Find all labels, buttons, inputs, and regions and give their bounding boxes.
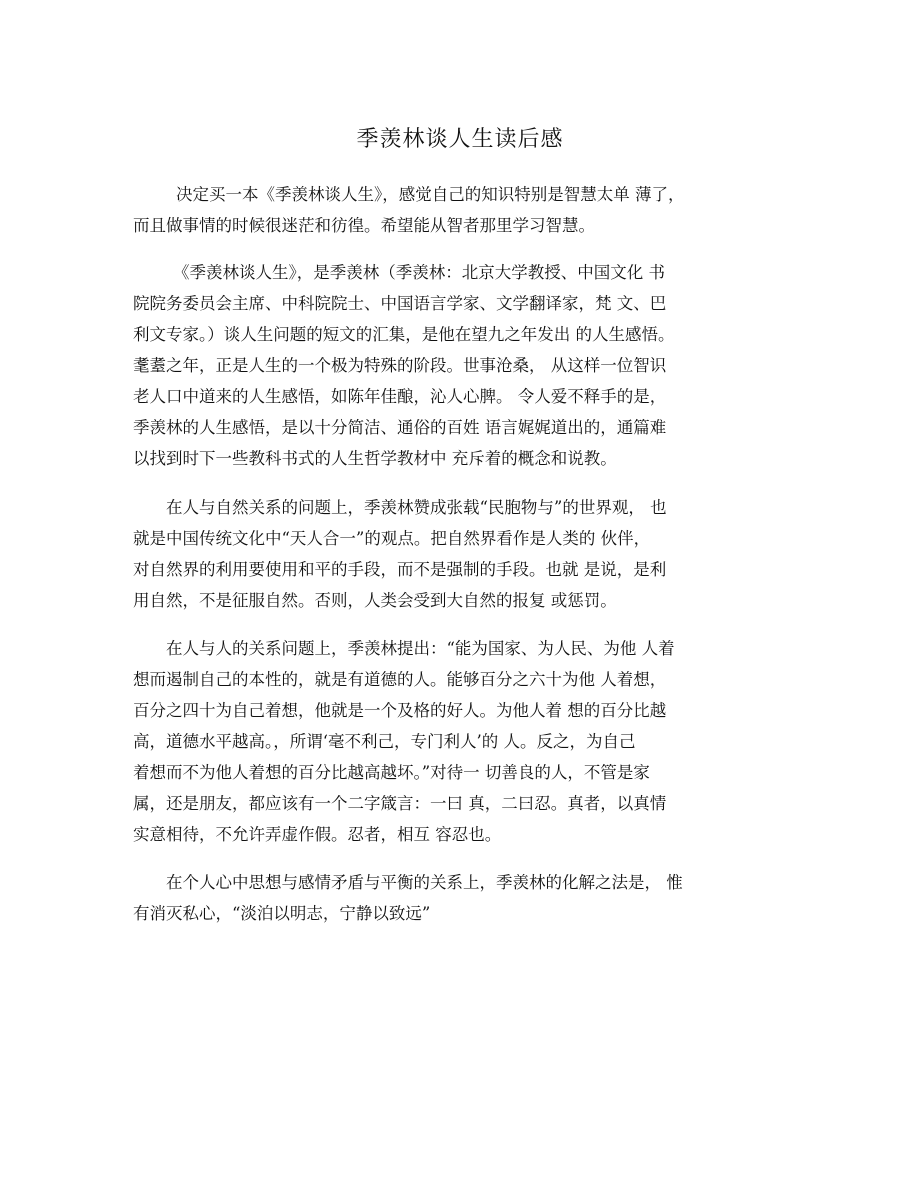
paragraph-line: 对自然界的利用要使用和平的手段，而不是强制的手段。也就 是说，是利 <box>133 560 667 579</box>
paragraph-line: 以找到时下一些教科书式的人生哲学教材中 充斥着的概念和说教。 <box>133 449 617 468</box>
paragraph-line: 着想而不为他人着想的百分比越高越坏。”对待一 切善良的人，不管是家 <box>133 763 650 782</box>
paragraph-4 <box>133 633 763 850</box>
paragraph-line: 在个人心中思想与感情矛盾与平衡的关系上，季羡林的化解之法是， 惟 <box>166 873 683 892</box>
paragraph-line: 利文专家。）谈人生问题的短文的汇集，是他在望九之年发出 的人生感悟。 <box>133 325 675 344</box>
paragraph-line: 高，道德水平越高。，所谓‘毫不利己，专门利人’的 人。反之，为自己 <box>133 732 636 751</box>
paragraph-line: 就是中国传统文化中“天人合一”的观点。把自然界看作是人类的 伙伴， <box>133 529 651 548</box>
paragraph-line: 季羡林的人生感悟，是以十分简洁、通俗的百姓 语言娓娓道出的，通篇难 <box>133 418 667 437</box>
paragraph-line: 在人与人的关系问题上，季羡林提出：“能为国家、为人民、为他 人着 <box>166 639 675 658</box>
paragraph-line: 耄耋之年，正是人生的一个极为特殊的阶段。世事沧桑， 从这样一位智识 <box>133 356 667 375</box>
paragraph-line: 百分之四十为自己着想，他就是一个及格的好人。为他人着 想的百分比越 <box>133 701 667 720</box>
paragraph-line: 决定买一本《季羡林谈人生》，感觉自己的知识特别是智慧太单 薄了， <box>176 185 685 204</box>
paragraph-line: 院院务委员会主席、中科院院士、中国语言学家、文学翻译家，梵 文、巴 <box>133 294 667 313</box>
paragraph-1 <box>133 179 763 241</box>
paragraph-line: 老人口中道来的人生感悟，如陈年佳酿，沁人心脾。 令人爱不释手的是， <box>133 387 667 406</box>
document-title: 季羡林谈人生读后感 <box>356 127 564 152</box>
paragraph-5 <box>133 867 763 929</box>
paragraph-line: 想而遏制自己的本性的，就是有道德的人。能够百分之六十为他 人着想， <box>133 670 667 689</box>
paragraph-line: 实意相待，不允许弄虚作假。忍者，相互 容忍也。 <box>133 825 502 844</box>
paragraph-line: 有消灭私心，“淡泊以明志，宁静以致远” <box>133 904 431 923</box>
paragraph-2 <box>133 257 763 474</box>
paragraph-line: 属，还是朋友，都应该有一个二字箴言：一曰 真，二曰忍。真者，以真情 <box>133 794 667 813</box>
paragraph-line: 《季羡林谈人生》，是季羡林（季羡林：北京大学教授、中国文化 书 <box>173 263 665 282</box>
paragraph-3 <box>133 492 763 616</box>
paragraph-line: 在人与自然关系的问题上，季羡林赞成张载“民胞物与”的世界观， 也 <box>166 498 667 517</box>
paragraph-line: 而且做事情的时候很迷茫和彷徨。希望能从智者那里学习智慧。 <box>133 216 595 235</box>
paragraph-line: 用自然，不是征服自然。否则，人类会受到大自然的报复 或惩罚。 <box>133 591 617 610</box>
